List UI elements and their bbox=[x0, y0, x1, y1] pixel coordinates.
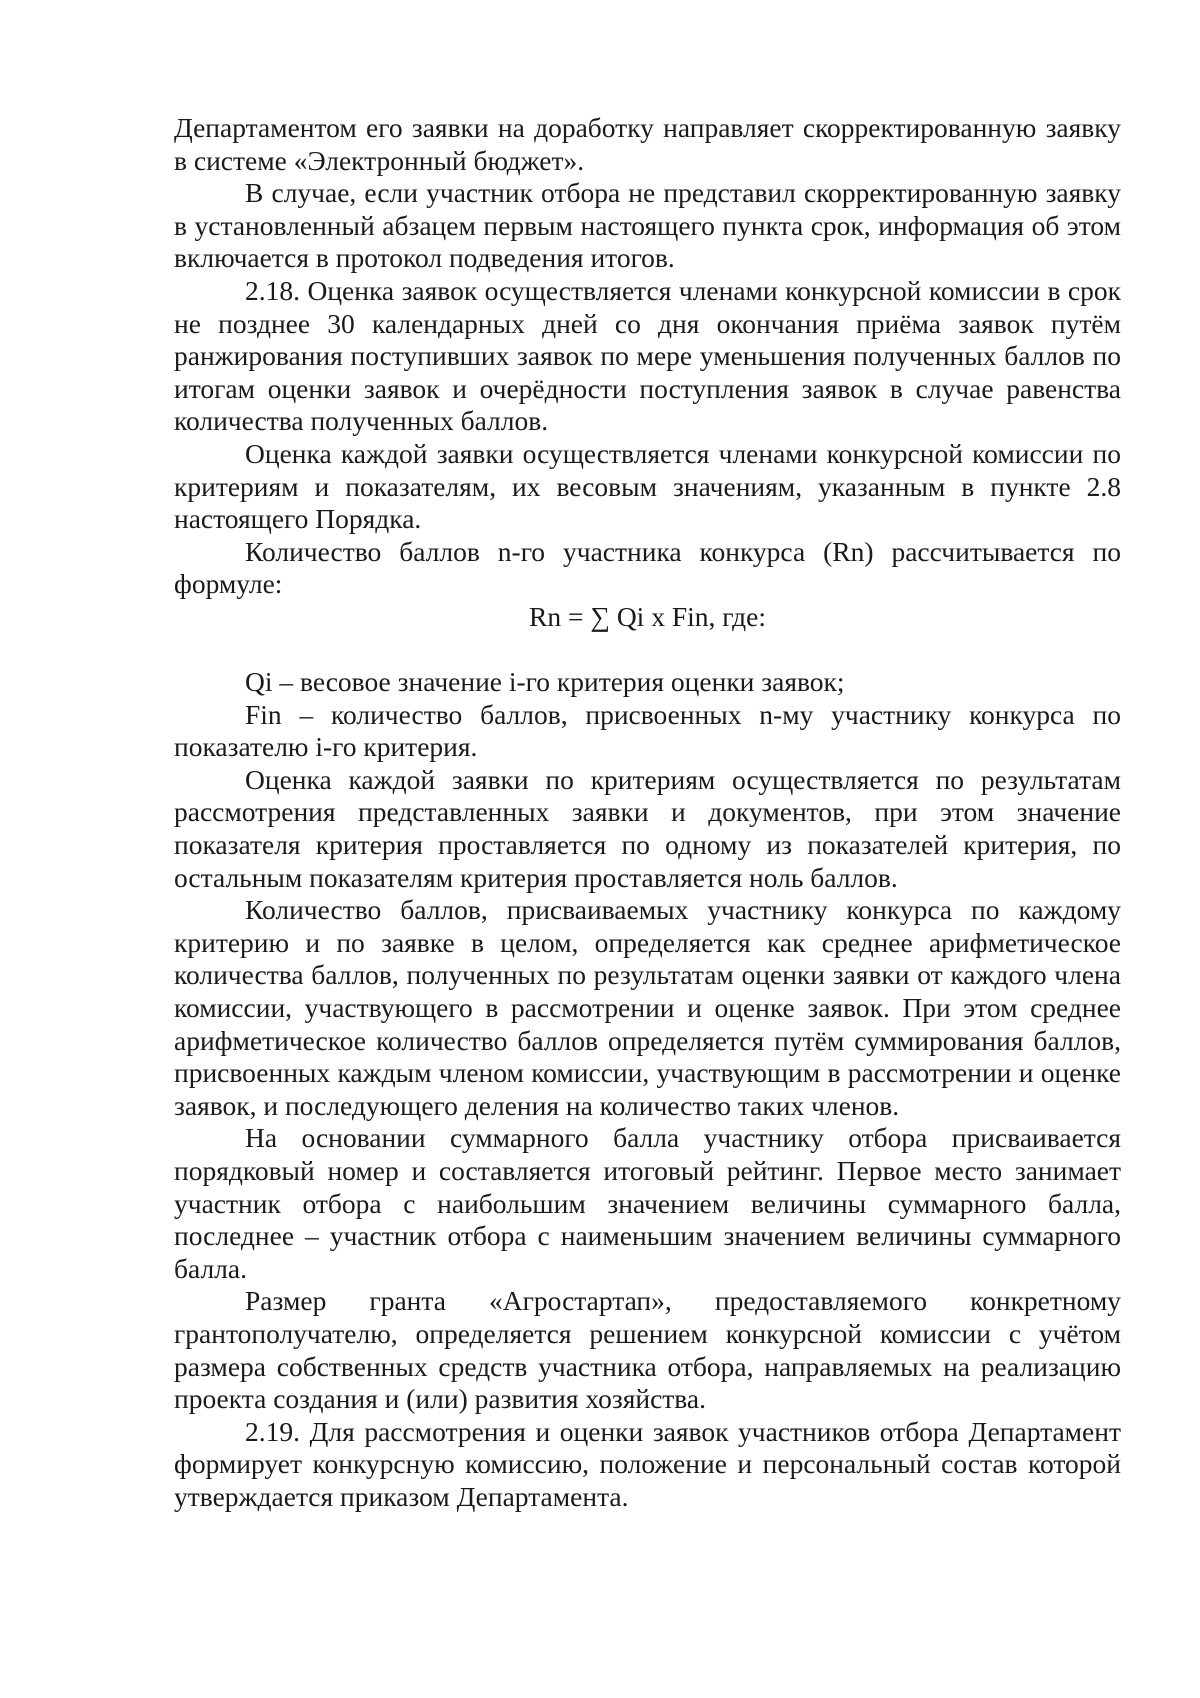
document-body bbox=[174, 112, 1121, 1514]
paragraph-qi-definition: Qi – весовое значение i-го критерия оценки заявок; bbox=[245, 666, 845, 698]
paragraph-evaluation-criteria: Оценка каждой заявки осуществляется членами конкурсной комиссии по критериям и показателям, их весовым значениям, указанным в пункте 2.8 настоящего Порядка. bbox=[174, 437, 1121, 535]
paragraph-2-18: 2.18. Оценка заявок осуществляется членами конкурсной комиссии в срок не позднее 30 календарных дней со дня окончания приёма заявок путём ранжирования поступивших заявок по мере уменьшения полученных баллов по итогам оценки заявок и очерёдности поступления заявок в случае равенства количества полученных баллов. bbox=[174, 274, 1121, 437]
paragraph-rating: На основании суммарного балла участнику отбора присваивается порядковый номер и составляется итоговый рейтинг. Первое место занимает участник отбора с наибольшим значением величины суммарного балла, последнее – участник отбора с наименьшим значением величины суммарного балла. bbox=[174, 1122, 1121, 1284]
paragraph-fin-definition: Fin – количество баллов, присвоенных n-му участнику конкурса по показателю i-го критерия. bbox=[174, 698, 1121, 763]
paragraph-score-formula-intro: Количество баллов n-го участника конкурса (Rn) рассчитывается по формуле: bbox=[174, 535, 1121, 600]
paragraph-2-19: 2.19. Для рассмотрения и оценки заявок участников отбора Департамент формирует конкурсную комиссию, положение и персональный состав которой утверждается приказом Департамента. bbox=[174, 1415, 1121, 1512]
paragraph-grant-size: Размер гранта «Агростартап», предоставляемого конкретному грантополучателю, определяется решением конкурсной комиссии с учётом размера собственных средств участника отбора, направляемых на реализацию проекта создания и (или) развития хозяйства. bbox=[174, 1285, 1121, 1415]
paragraph-criteria-assessment: Оценка каждой заявки по критериям осуществляется по результатам рассмотрения представленных заявки и документов, при этом значение показателя критерия проставляется по одному из показателей критерия, по остальным показателям критерия проставляется ноль баллов. bbox=[174, 763, 1121, 893]
paragraph-average-score: Количество баллов, присваиваемых участнику конкурса по каждому критерию и по заявке в целом, определяется как среднее арифметическое количества баллов, полученных по результатам оценки заявки от каждого члена комиссии, участвующего в рассмотрении и оценке заявок. При этом среднее арифметическое количество баллов определяется путём суммирования баллов, присвоенных каждым членом комиссии, участвующим в рассмотрении и оценке заявок, и последующего деления на количество таких членов. bbox=[174, 894, 1121, 1121]
score-formula: Rn = ∑ Qi x Fin, где: bbox=[528, 600, 766, 632]
paragraph-continuation: Департаментом его заявки на доработку направляет скорректированную заявку в системе «Электронный бюджет». bbox=[174, 112, 1121, 176]
paragraph-missing-correction: В случае, если участник отбора не представил скорректированную заявку в установленный абзацем первым настоящего пункта срок, информация об этом включается в протокол подведения итогов. bbox=[174, 177, 1121, 274]
